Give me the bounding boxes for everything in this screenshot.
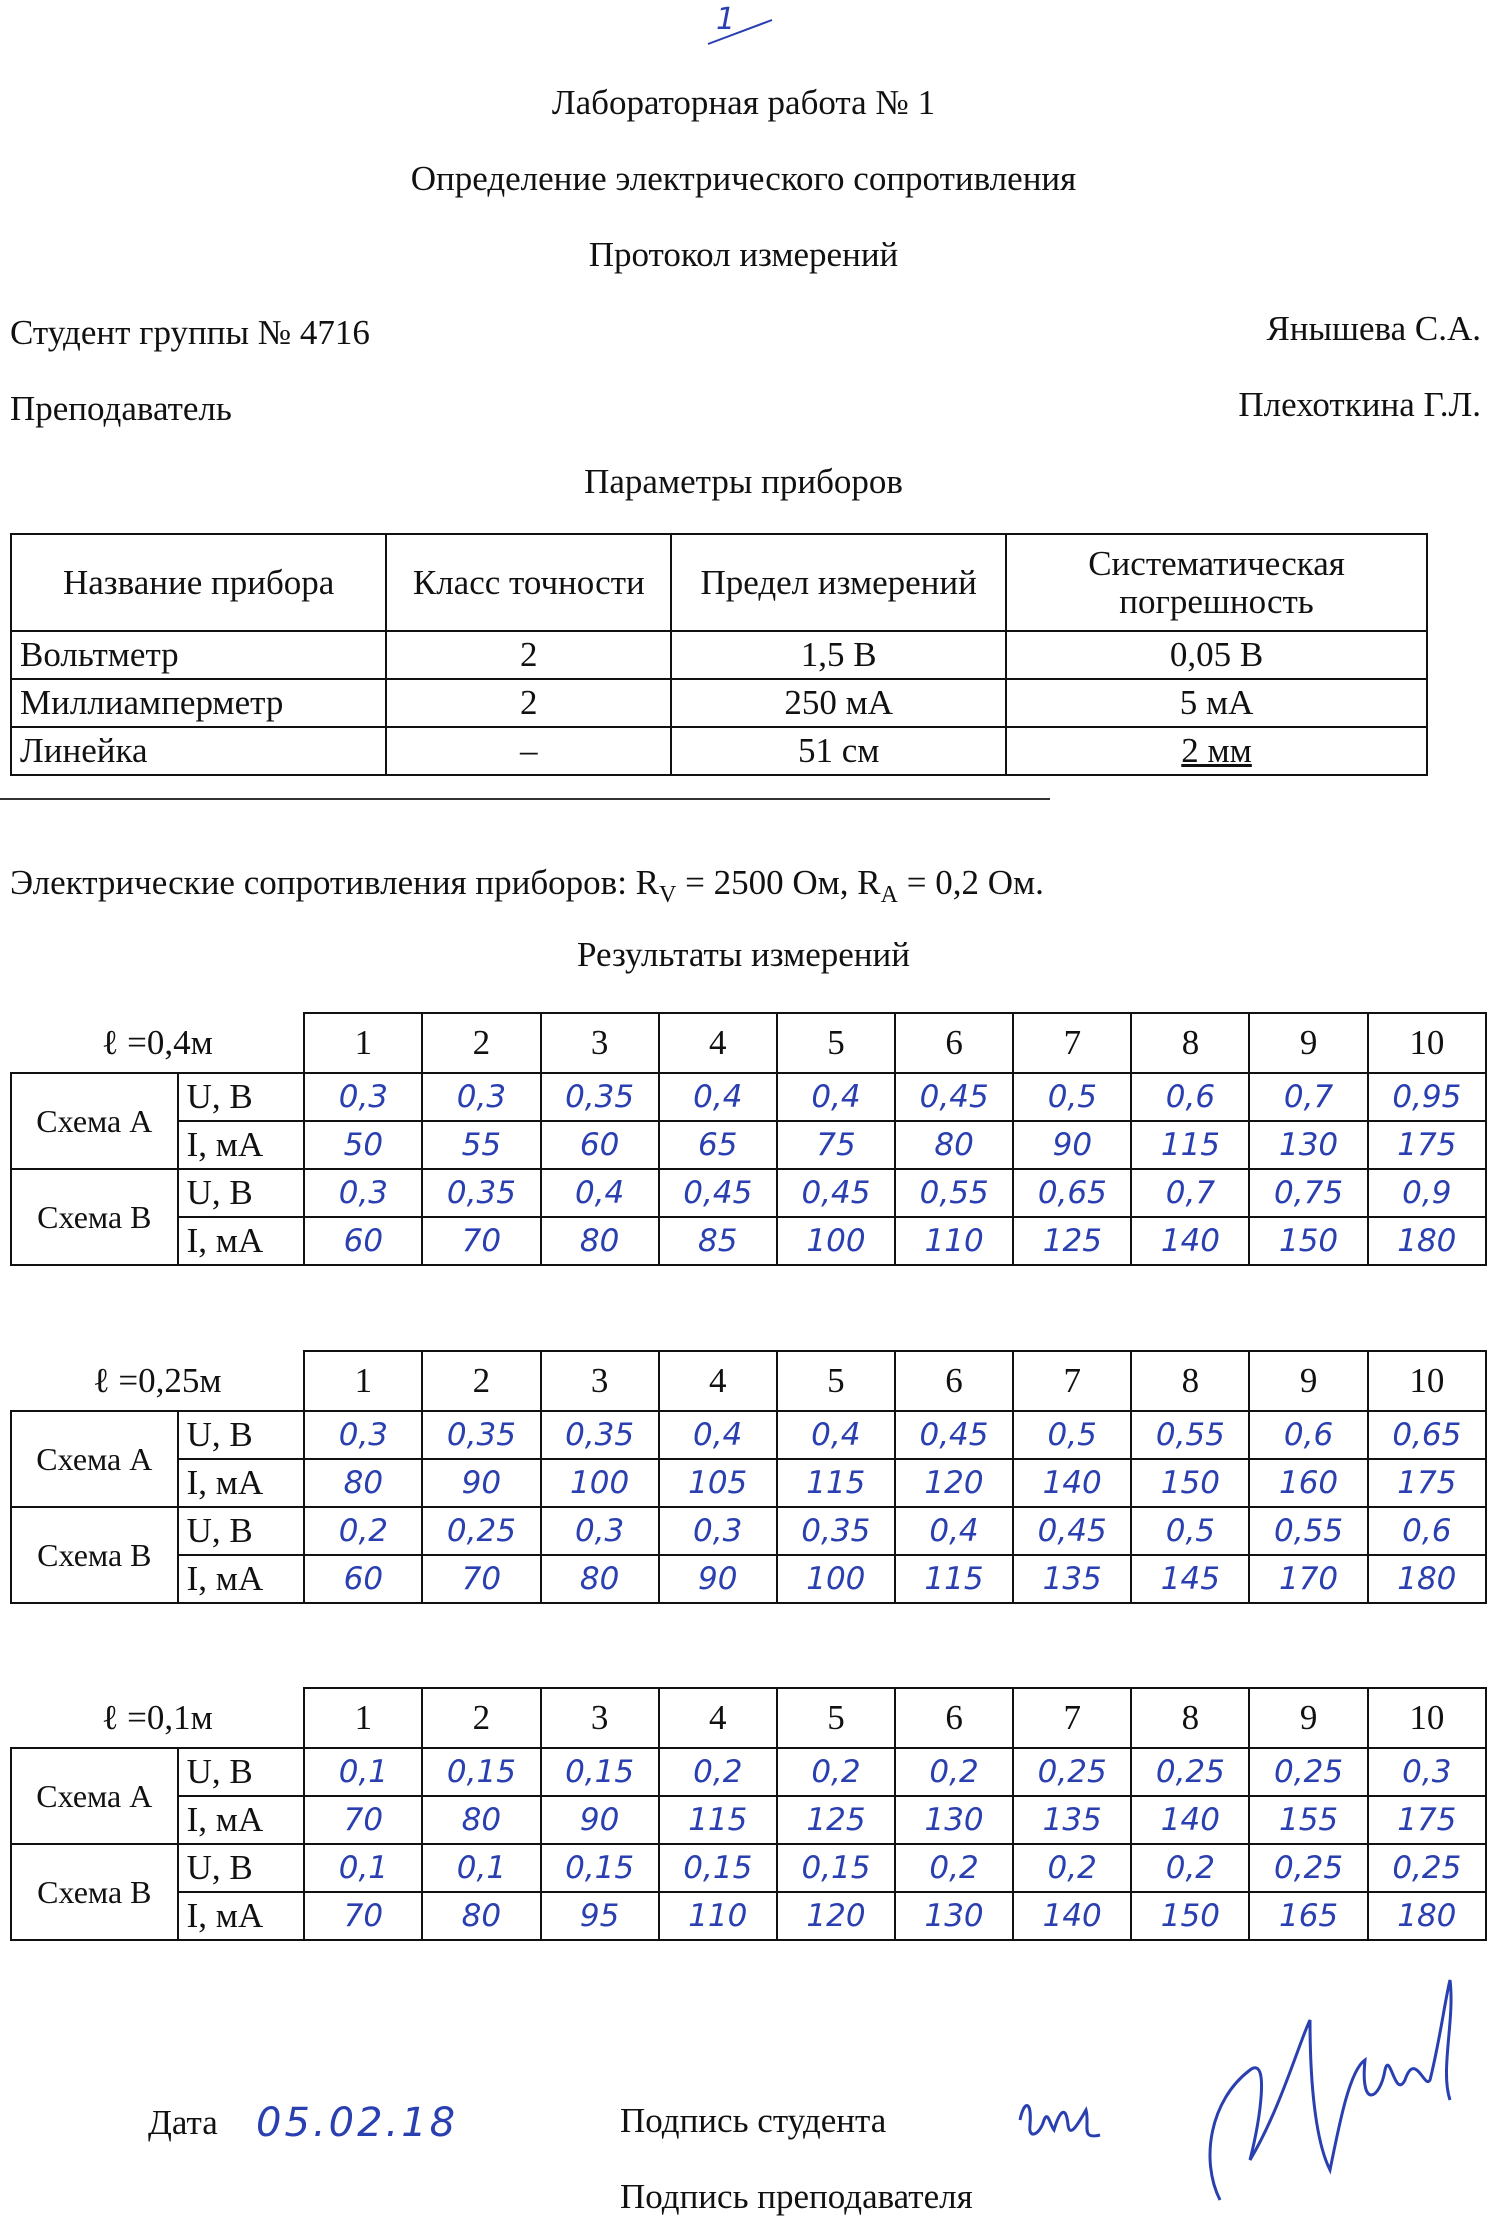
measurement-value: 130 [895,1892,1013,1940]
measurement-value: 150 [1249,1217,1367,1265]
measurement-value: 0,25 [422,1507,540,1555]
scheme-label: Схема В [11,1507,178,1603]
column-number: 3 [541,1688,659,1748]
measurement-value: 140 [1131,1796,1249,1844]
measurement-value: 0,5 [1013,1411,1131,1459]
measurement-value: 90 [541,1796,659,1844]
measurement-value: 0,25 [1013,1748,1131,1796]
measurement-value: 0,4 [777,1411,895,1459]
measurement-value: 0,95 [1368,1073,1486,1121]
measurement-value: 70 [304,1892,422,1940]
length-label: ℓ =0,4м [101,1022,213,1062]
date-label: Дата [148,2103,218,2142]
column-number: 3 [541,1351,659,1411]
scheme-label: Схема А [11,1748,178,1844]
measurement-value: 0,3 [304,1169,422,1217]
measurement-value: 175 [1368,1121,1486,1169]
scheme-label: Схема В [11,1169,178,1265]
column-number: 8 [1131,1688,1249,1748]
measurement-value: 130 [1249,1121,1367,1169]
column-number: 6 [895,1013,1013,1073]
measurement-value: 0,6 [1249,1411,1367,1459]
results-table-3 [10,1687,1487,1941]
measurement-value: 115 [895,1555,1013,1603]
measurement-value: 180 [1368,1555,1486,1603]
page-number: 1 [716,2,736,37]
instrument-error: 0,05 В [1006,631,1427,679]
teacher-name: Плехоткина Г.Л. [1238,385,1481,424]
measurement-value: 0,65 [1368,1411,1486,1459]
length-label: ℓ =0,25м [92,1360,222,1400]
column-number: 1 [304,1688,422,1748]
measurement-value: 70 [304,1796,422,1844]
measurement-value: 95 [541,1892,659,1940]
measurement-value: 135 [1013,1555,1131,1603]
measurement-value: 165 [1249,1892,1367,1940]
measurement-value: 0,15 [659,1844,777,1892]
measurement-value: 0,3 [659,1507,777,1555]
measurement-value: 160 [1249,1459,1367,1507]
measurement-value: 60 [304,1217,422,1265]
instruments-table [10,533,1428,776]
column-number: 10 [1368,1351,1486,1411]
column-number: 2 [422,1351,540,1411]
measurement-value: 135 [1013,1796,1131,1844]
column-number: 9 [1249,1688,1367,1748]
measurement-value: 80 [304,1459,422,1507]
measurement-value: 0,45 [895,1411,1013,1459]
measurement-value: 65 [659,1121,777,1169]
measurement-value: 120 [777,1892,895,1940]
measurement-value: 60 [541,1121,659,1169]
measurement-value: 0,4 [895,1507,1013,1555]
quantity-label: U, В [178,1411,305,1459]
measurement-value: 180 [1368,1892,1486,1940]
teacher-label: Преподаватель [10,389,232,428]
measurement-value: 140 [1013,1892,1131,1940]
measurement-value: 0,45 [659,1169,777,1217]
protocol-title: Протокол измерений [588,235,899,274]
instrument-name: Линейка [11,727,386,775]
quantity-label: I, мА [178,1459,305,1507]
measurement-value: 0,2 [895,1844,1013,1892]
instrument-limit: 51 см [671,727,1006,775]
measurement-value: 175 [1368,1459,1486,1507]
measurement-value: 0,55 [895,1169,1013,1217]
measurement-value: 0,9 [1368,1169,1486,1217]
teacher-signature-label: Подпись преподавателя [620,2177,973,2216]
lab-subtitle: Определение электрического сопротивления [410,159,1077,198]
measurement-row [11,1121,1486,1169]
page-number-strike [700,10,780,50]
measurement-value: 0,2 [659,1748,777,1796]
scheme-label: Схема А [11,1073,178,1169]
measurement-value: 0,15 [541,1844,659,1892]
column-number: 8 [1131,1013,1249,1073]
measurement-value: 115 [777,1459,895,1507]
measurement-value: 0,2 [895,1748,1013,1796]
measurement-value: 170 [1249,1555,1367,1603]
column-number: 5 [777,1013,895,1073]
measurement-value: 110 [659,1892,777,1940]
ra-subscript: A [880,882,898,908]
ra-value: = 0,2 Ом. [897,863,1044,902]
measurement-value: 115 [659,1796,777,1844]
instrument-row-voltmeter [11,631,1427,679]
resistances-line [10,862,1044,916]
results-title: Результаты измерений [577,935,910,974]
measurement-value: 0,25 [1249,1844,1367,1892]
measurement-row [11,1748,1486,1796]
measurement-value: 145 [1131,1555,1249,1603]
measurement-value: 55 [422,1121,540,1169]
instrument-name: Вольтметр [11,631,386,679]
instruments-title: Параметры приборов [584,462,903,501]
column-number: 9 [1249,1351,1367,1411]
student-signature-label: Подпись студента [620,2101,887,2140]
column-number: 3 [541,1013,659,1073]
student-signature [1010,2080,1130,2160]
header-name: Название прибора [11,534,386,631]
rv-subscript: V [659,882,677,908]
instrument-limit: 250 мА [671,679,1006,727]
measurement-value: 0,3 [541,1507,659,1555]
measurement-value: 0,2 [777,1748,895,1796]
quantity-label: U, В [178,1169,305,1217]
quantity-label: U, В [178,1748,305,1796]
column-number: 7 [1013,1351,1131,1411]
measurement-value: 0,2 [1013,1844,1131,1892]
measurement-value: 80 [541,1217,659,1265]
measurement-value: 0,4 [659,1411,777,1459]
resistances-prefix: Электрические сопротивления приборов: R [10,863,660,902]
measurement-value: 70 [422,1555,540,1603]
measurement-value: 90 [659,1555,777,1603]
column-number: 2 [422,1013,540,1073]
measurement-value: 0,35 [422,1411,540,1459]
measurement-row [11,1844,1486,1892]
measurement-row [11,1169,1486,1217]
measurement-value: 0,5 [1131,1507,1249,1555]
header-limit: Предел измерений [671,534,1006,631]
instrument-row-ruler [11,727,1427,775]
column-number: 9 [1249,1013,1367,1073]
instrument-error [1006,727,1427,775]
measurement-value: 0,35 [541,1411,659,1459]
instrument-name: Миллиамперметр [11,679,386,727]
measurement-value: 0,2 [304,1507,422,1555]
measurement-value: 70 [422,1217,540,1265]
instrument-class: – [386,727,671,775]
measurement-value: 90 [422,1459,540,1507]
quantity-label: I, мА [178,1555,305,1603]
measurement-value: 0,35 [422,1169,540,1217]
column-number: 6 [895,1351,1013,1411]
column-number: 4 [659,1013,777,1073]
column-number: 1 [304,1351,422,1411]
divider [0,798,1050,800]
column-number: 7 [1013,1013,1131,1073]
column-number: 10 [1368,1688,1486,1748]
measurement-value: 140 [1013,1459,1131,1507]
measurement-value: 0,5 [1013,1073,1131,1121]
measurement-value: 0,6 [1368,1507,1486,1555]
instrument-row-milliammeter [11,679,1427,727]
measurement-value: 0,65 [1013,1169,1131,1217]
measurement-row [11,1217,1486,1265]
measurement-value: 0,45 [777,1169,895,1217]
quantity-label: U, В [178,1507,305,1555]
measurement-value: 110 [895,1217,1013,1265]
measurement-value: 130 [895,1796,1013,1844]
measurement-value: 105 [659,1459,777,1507]
measurement-value: 120 [895,1459,1013,1507]
results-header-row [11,1351,1486,1411]
column-number: 10 [1368,1013,1486,1073]
measurement-row [11,1892,1486,1940]
measurement-value: 150 [1131,1459,1249,1507]
measurement-value: 0,3 [422,1073,540,1121]
measurement-value: 50 [304,1121,422,1169]
measurement-row [11,1796,1486,1844]
results-header-row [11,1688,1486,1748]
results-header-row [11,1013,1486,1073]
measurement-value: 0,25 [1368,1844,1486,1892]
measurement-value: 0,25 [1131,1748,1249,1796]
measurement-value: 150 [1131,1892,1249,1940]
measurement-value: 100 [541,1459,659,1507]
instrument-class: 2 [386,631,671,679]
instrument-limit: 1,5 В [671,631,1006,679]
results-table-1 [10,1012,1487,1266]
quantity-label: I, мА [178,1217,305,1265]
lab-title: Лабораторная работа № 1 [551,83,936,122]
measurement-value: 0,1 [304,1748,422,1796]
column-number: 1 [304,1013,422,1073]
measurement-row [11,1411,1486,1459]
column-number: 6 [895,1688,1013,1748]
measurement-value: 0,1 [422,1844,540,1892]
column-number: 2 [422,1688,540,1748]
measurement-value: 0,35 [777,1507,895,1555]
measurement-value: 115 [1131,1121,1249,1169]
instrument-class: 2 [386,679,671,727]
column-number: 4 [659,1688,777,1748]
column-number: 4 [659,1351,777,1411]
student-name: Янышева С.А. [1266,309,1481,348]
measurement-value: 0,3 [304,1073,422,1121]
column-number: 5 [777,1351,895,1411]
student-label: Студент группы № 4716 [10,313,370,352]
ruler-error-value: 2 мм [1181,731,1252,770]
measurement-value: 0,15 [541,1748,659,1796]
measurement-value: 60 [304,1555,422,1603]
quantity-label: I, мА [178,1121,305,1169]
results-table-2 [10,1350,1487,1604]
column-number: 7 [1013,1688,1131,1748]
measurement-value: 0,45 [1013,1507,1131,1555]
measurement-value: 155 [1249,1796,1367,1844]
measurement-value: 80 [541,1555,659,1603]
measurement-value: 0,15 [777,1844,895,1892]
measurement-value: 125 [1013,1217,1131,1265]
measurement-value: 0,4 [541,1169,659,1217]
quantity-label: U, В [178,1073,305,1121]
header-class: Класс точности [386,534,671,631]
quantity-label: I, мА [178,1796,305,1844]
date-value: 05.02.18 [256,2100,459,2146]
column-number: 8 [1131,1351,1249,1411]
instrument-error: 5 мА [1006,679,1427,727]
measurement-row [11,1555,1486,1603]
measurement-value: 140 [1131,1217,1249,1265]
measurement-value: 80 [422,1796,540,1844]
scheme-label: Схема А [11,1411,178,1507]
measurement-value: 0,7 [1131,1169,1249,1217]
measurement-value: 0,25 [1249,1748,1367,1796]
measurement-value: 0,55 [1249,1507,1367,1555]
measurement-value: 175 [1368,1796,1486,1844]
header-error: Систематическая погрешность [1006,534,1427,631]
measurement-value: 0,7 [1249,1073,1367,1121]
measurement-value: 0,1 [304,1844,422,1892]
measurement-value: 0,55 [1131,1411,1249,1459]
measurement-value: 100 [777,1555,895,1603]
length-label: ℓ =0,1м [101,1697,213,1737]
measurement-value: 80 [895,1121,1013,1169]
measurement-value: 0,3 [1368,1748,1486,1796]
measurement-value: 80 [422,1892,540,1940]
teacher-signature [1190,1960,1470,2220]
instruments-header-row [11,534,1427,631]
measurement-value: 0,45 [895,1073,1013,1121]
measurement-value: 75 [777,1121,895,1169]
measurement-value: 100 [777,1217,895,1265]
quantity-label: U, В [178,1844,305,1892]
measurement-value: 90 [1013,1121,1131,1169]
scheme-label: Схема В [11,1844,178,1940]
measurement-value: 0,4 [777,1073,895,1121]
rv-value: = 2500 Ом, R [676,863,881,902]
measurement-value: 0,75 [1249,1169,1367,1217]
measurement-row [11,1507,1486,1555]
column-number: 5 [777,1688,895,1748]
measurement-value: 0,15 [422,1748,540,1796]
measurement-value: 0,6 [1131,1073,1249,1121]
measurement-value: 180 [1368,1217,1486,1265]
measurement-value: 85 [659,1217,777,1265]
measurement-value: 0,3 [304,1411,422,1459]
measurement-row [11,1459,1486,1507]
measurement-value: 125 [777,1796,895,1844]
quantity-label: I, мА [178,1892,305,1940]
measurement-value: 0,4 [659,1073,777,1121]
measurement-value: 0,35 [541,1073,659,1121]
measurement-value: 0,2 [1131,1844,1249,1892]
measurement-row [11,1073,1486,1121]
